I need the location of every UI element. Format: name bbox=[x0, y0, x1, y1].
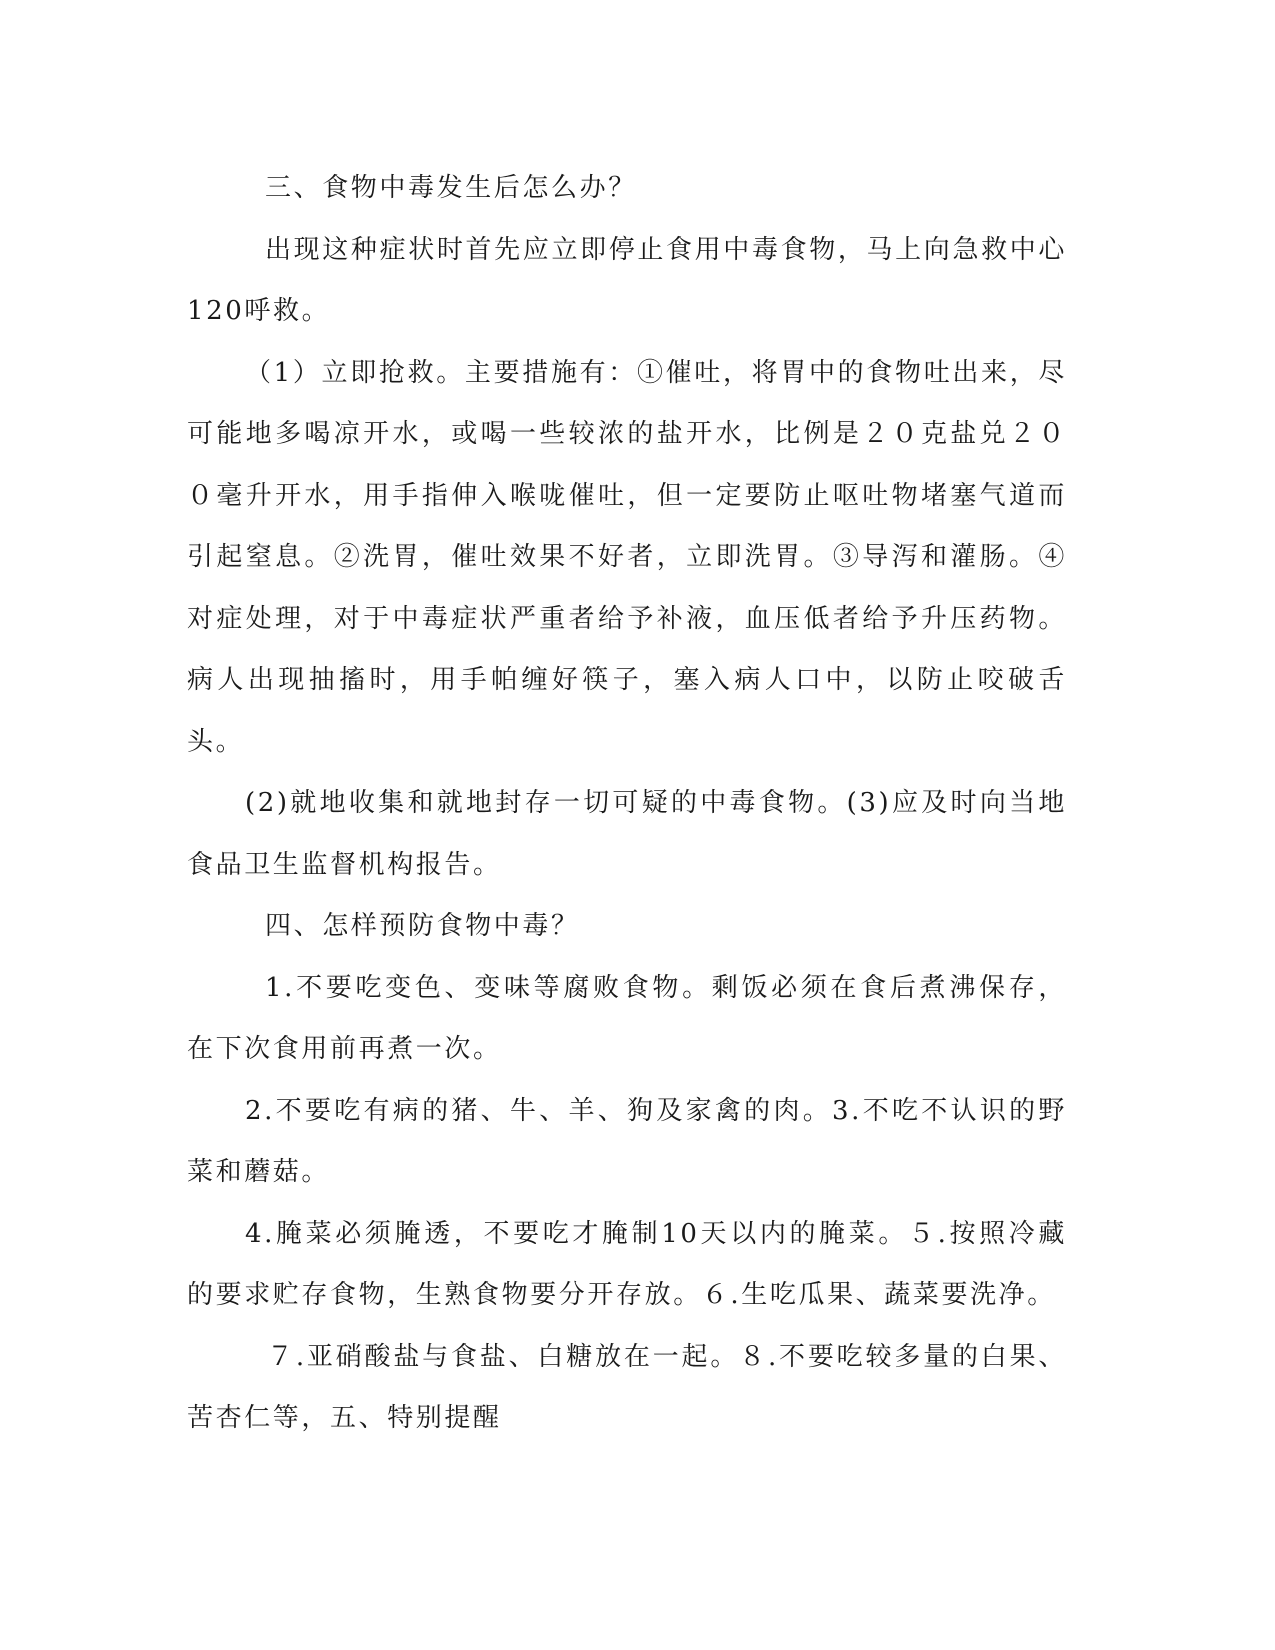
paragraph-emergency-call: 出现这种症状时首先应立即停止食用中毒食物，马上向急救中心120呼救。 bbox=[187, 234, 1067, 326]
section-heading-three: 三、食物中毒发生后怎么办？ bbox=[265, 173, 637, 203]
paragraph-prevention-1: 1.不要吃变色、变味等腐败食物。剩饭必须在食后煮沸保存，在下次食用前再煮一次。 bbox=[187, 972, 1067, 1064]
paragraph-prevention-7-8: ７.亚硝酸盐与食盐、白糖放在一起。８.不要吃较多量的白果、苦杏仁等，五、特别提醒 bbox=[187, 1341, 1067, 1433]
section-heading-four: 四、怎样预防食物中毒？ bbox=[265, 911, 580, 941]
paragraph-prevention-4-6: 4.腌菜必须腌透，不要吃才腌制10天以内的腌菜。５.按照冷藏的要求贮存食物，生熟食物要分开存放。６.生吃瓜果、蔬菜要洗净。 bbox=[187, 1218, 1067, 1310]
document-body bbox=[187, 158, 1067, 1450]
paragraph-collect-and-report: (2)就地收集和就地封存一切可疑的中毒食物。(3)应及时向当地食品卫生监督机构报告。 bbox=[187, 788, 1067, 880]
paragraph-immediate-rescue: （1）立即抢救。主要措施有：①催吐，将胃中的食物吐出来，尽可能地多喝凉开水，或喝一些较浓的盐开水，比例是２０克盐兑２００毫升开水，用手指伸入喉咙催吐，但一定要防止呕吐物堵塞气道而引起窒息。②洗胃，催吐效果不好者，立即洗胃。③导泻和灌肠。④对症处理，对于中毒症状严重者给予补液，血压低者给予升压药物。病人出现抽搐时，用手帕缠好筷子，塞入病人口中，以防止咬破舌头。 bbox=[187, 357, 1067, 757]
paragraph-prevention-2-3: 2.不要吃有病的猪、牛、羊、狗及家禽的肉。3.不吃不认识的野菜和蘑菇。 bbox=[187, 1095, 1067, 1187]
